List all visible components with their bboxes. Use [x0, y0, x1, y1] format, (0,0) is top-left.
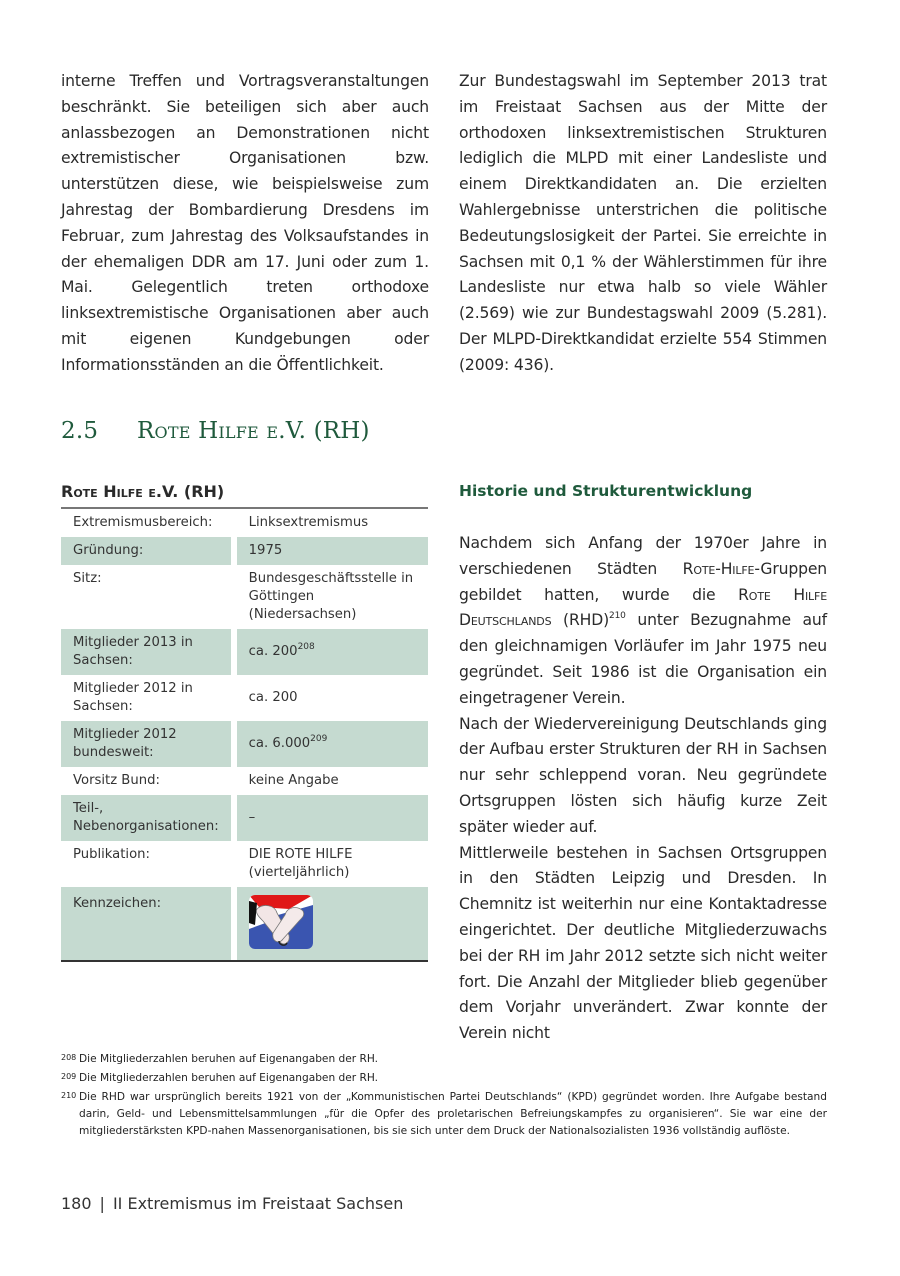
row-key: Extremismusbereich:	[61, 509, 237, 537]
table-row	[61, 887, 428, 960]
footnote-ref[interactable]: 210	[609, 611, 626, 622]
page-footer	[61, 1194, 403, 1213]
section-title: Rote Hilfe e.V. (RH)	[137, 418, 370, 444]
footnote-text: Die Mitgliederzahlen beruhen auf Eigenangaben der RH.	[79, 1072, 378, 1084]
chapter-title: II Extremismus im Freistaat Sachsen	[112, 1194, 404, 1213]
history-heading: Historie und Strukturentwicklung	[459, 482, 753, 500]
footnote-number: 210	[61, 1091, 77, 1100]
row-key: Kennzeichen:	[61, 887, 237, 960]
rote-hilfe-logo-icon	[249, 895, 313, 949]
paragraph: Nachdem sich Anfang der 1970er Jahre in verschiedenen Städten Rote-Hilfe-Gruppen gebildet hatten, wurde die Rote Hilfe Deutschlands (RHD)$^{210}$ unter Bezugnahme auf den gleichnamigen Vorläufer im Jahr 1975 neu gegründet. Seit 1986 ist die Organisation ein eingetragener Verein.	[459, 534, 827, 707]
table-row	[61, 841, 428, 887]
row-value: ca. $200^{208}$	[237, 629, 428, 675]
footnote-ref[interactable]: 208	[297, 641, 315, 652]
footnote-text: Die Mitgliederzahlen beruhen auf Eigenangaben der RH.	[79, 1053, 378, 1065]
row-value: –	[237, 795, 428, 841]
footnote	[61, 1089, 827, 1140]
row-key: Sitz:	[61, 565, 237, 629]
table-row	[61, 537, 428, 565]
fact-table	[61, 507, 428, 962]
section-number: 2.5	[61, 418, 99, 444]
table-row	[61, 795, 428, 841]
table-row	[61, 675, 428, 721]
paragraph: Nach der Wiedervereinigung Deutschlands ging der Aufbau erster Strukturen der RH in Sachsen nur sehr schleppend voran. Neu gegründete Ortsgruppen lösten sich häufig kurze Zeit später wieder auf.	[459, 714, 827, 836]
section-heading	[61, 418, 370, 444]
footnote-ref[interactable]: 209	[310, 733, 328, 744]
table-row	[61, 565, 428, 629]
history-text	[459, 531, 827, 1047]
row-value: 1975	[237, 537, 428, 565]
row-value: Linksextremismus	[248, 515, 369, 530]
row-value: ca. 200	[248, 690, 298, 705]
footnote-number: 209	[61, 1072, 77, 1081]
footnotes	[61, 1051, 827, 1142]
row-value: DIE ROTE HILFE (vierteljährlich)	[248, 847, 353, 880]
row-key: Teil-, Nebenorganisationen:	[61, 795, 237, 841]
left-column-top-text	[61, 69, 429, 379]
paragraph: Zur Bundestagswahl im September 2013 trat im Freistaat Sachsen aus der Mitte der orthodoxen linksextremistischen Strukturen lediglich die MLPD mit einer Landesliste und einem Direktkandidaten an. Die erzielten Wahlergebnisse unterstrichen die politische Bedeutungslosigkeit der Partei. Sie erreichte in Sachsen mit 0,1 % der Wählerstimmen für ihre Landesliste nur etwa halb so viele Wähler (2.569) wie zur Bundestagswahl 2009 (5.281). Der MLPD-Direktkandidat erzielte 554 Stimmen (2009: 436).	[459, 72, 827, 374]
table-row	[61, 767, 428, 795]
table-row	[61, 509, 428, 537]
footnote-number: 208	[61, 1053, 77, 1062]
fact-box-title: Rote Hilfe e.V. (RH)	[61, 482, 225, 501]
row-value: keine Angabe	[248, 773, 339, 788]
row-key: Vorsitz Bund:	[61, 767, 237, 795]
footer-separator: |	[99, 1194, 105, 1213]
footnote-text: Die RHD war ursprünglich bereits 1921 von der „Kommunistischen Partei Deutschlands“ (KPD) gegründet worden. Ihre Aufgabe bestand darin, Geld- und Lebensmittelsammlungen „für die Opfer des proletarischen Befreiungskampfes zu organisieren“. Sie war eine der mitgliederstärksten KPD-nahen Massenorganisationen, bis sie sich unter dem Druck der Nationalsozialisten 1936 vollständig auflöste.	[79, 1091, 827, 1137]
row-value: Bundesgeschäftsstelle in Göttingen (Niedersachsen)	[248, 571, 414, 622]
row-key: Mitglieder 2013 in Sachsen:	[61, 629, 237, 675]
table-row	[61, 629, 428, 675]
footnote	[61, 1051, 827, 1068]
row-key: Publikation:	[61, 841, 237, 887]
row-value	[237, 887, 428, 960]
footnote	[61, 1070, 827, 1087]
right-column-top-text	[459, 69, 827, 379]
paragraph: interne Treffen und Vortragsveranstaltungen beschränkt. Sie beteiligen sich aber auch anlassbezogen an Demonstrationen nicht extremistischer Organisationen bzw. unterstützen diese, wie beispielsweise zum Jahrestag der Bombardierung Dresdens im Februar, zum Jahrestag des Volksaufstandes in der ehemaligen DDR am 17. Juni oder zum 1. Mai. Gelegentlich treten orthodoxe linksextremistische Organisationen aber auch mit eigenen Kundgebungen oder Informationsständen an die Öffentlichkeit.	[61, 72, 429, 374]
row-key: Gründung:	[61, 537, 237, 565]
table-row	[61, 721, 428, 767]
paragraph: Mittlerweile bestehen in Sachsen Ortsgruppen in den Städten Leipzig und Dresden. In Chemnitz ist weiterhin nur eine Kontaktadresse eingerichtet. Der deutliche Mitgliederzuwachs bei der RH im Jahr 2012 setzte sich nicht weiter fort. Die Anzahl der Mitglieder blieb gegenüber dem Vorjahr unverändert. Zwar konnte der Verein nicht	[459, 843, 827, 1043]
row-key: Mitglieder 2012 bundesweit:	[61, 721, 237, 767]
row-value: ca. 6.000$^{209}$	[237, 721, 428, 767]
page-number: 180	[61, 1194, 92, 1213]
row-key: Mitglieder 2012 in Sachsen:	[61, 675, 237, 721]
